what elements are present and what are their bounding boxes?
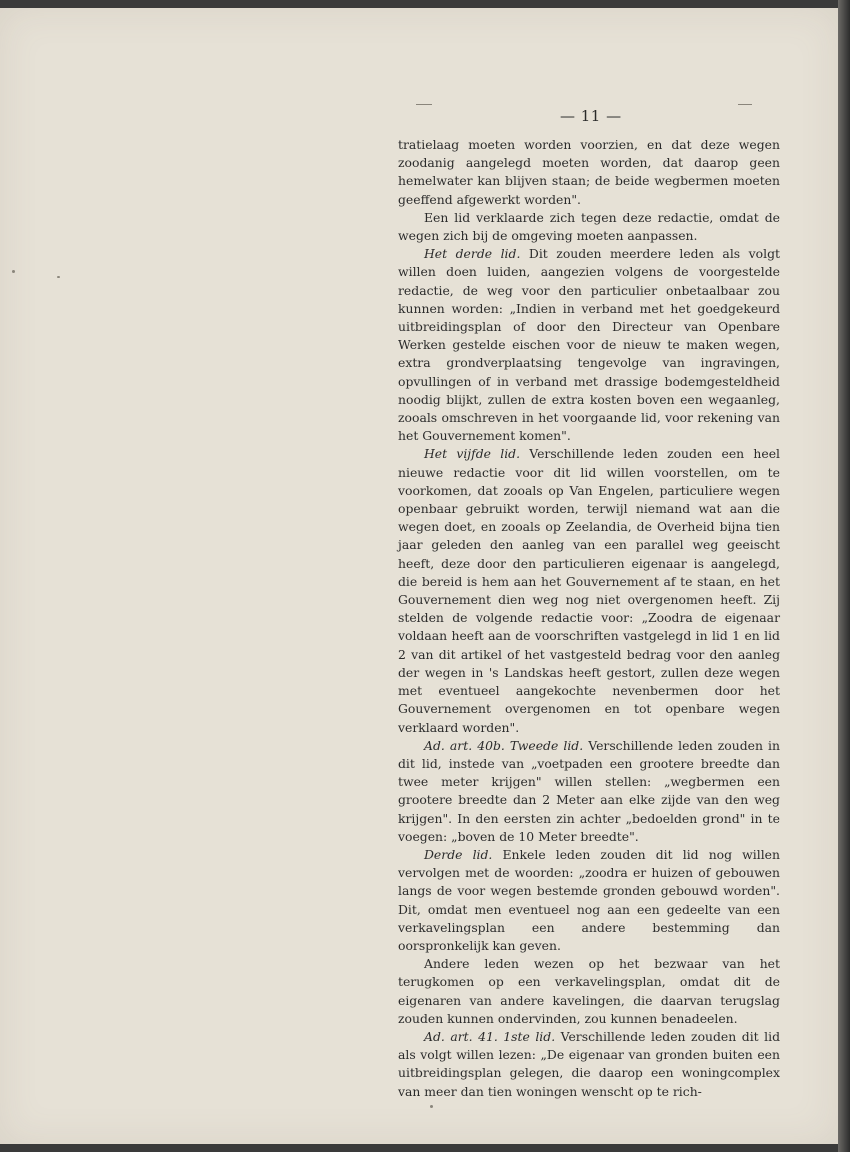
page-number: — 11 — (560, 107, 622, 125)
paragraph-text: Verschillende leden zouden in dit lid, instede van „voetpaden een grootere breedte dan twee meter krijgen" willen stellen: „wegbermen een grootere breedte dan 2 Meter aan elke zijde van den weg krijgen". In den eersten zin achter „bedoelden grond" in te voegen: „boven de 10 Meter breedte". (398, 737, 781, 844)
paper-speck (12, 270, 15, 273)
paragraph-text: Verschillende leden zouden een heel nieuwe redactie voor dit lid willen voorstellen, om te voorkomen, dat zooals op Van Engelen, particuliere wegen openbaar gebruikt worden, terwijl niemand wat aan die wegen doet, en zooals op Zeelandia, de Overheid bijna tien jaar geleden den aanleg van een parallel weg geeischt heeft, deze door den particulieren eigenaar is aangelegd, die bereid is hem aan het Gouvernement af te staan, en het Gouvernement dien weg nog niet overgenomen heeft. Zij stelden de volgende redactie voor: „Zoodra de eigenaar voldaan heeft aan de voorschriften vastgelegd in lid 1 en lid 2 van dit artikel of het vastgesteld bedrag voor den aanleg der wegen in 's Landskas heeft gestort, zullen deze wegen met eventueel aangekochte nevenbermen door het Gouvernement overgenomen en tot openbare wegen verklaard worden". (398, 446, 780, 735)
paragraph (398, 955, 780, 1028)
paragraph-text: Dit zouden meerdere leden als volgt willen doen luiden, aangezien volgens de voorgestelde redactie, de weg voor den particulier onbetaalbaar zou kunnen worden: „Indien in verband met het goedgekeurd uitbreidingsplan of door den Directeur van Openbare Werken gestelde eischen voor de nieuw te maken wegen, extra grondverplaatsing tengevolge van ingravingen, opvullingen of in verband met drassige bodemgesteldheid noodig blijkt, zullen de extra kosten boven een wegaanleg, zooals omschreven in het voorgaande lid, voor rekening van het Gouvernement komen". (398, 246, 780, 444)
section-lead: Ad. art. 40b. Tweede lid. (424, 737, 584, 753)
paragraph-art-41 (398, 1028, 780, 1101)
paragraph-vijfde-lid (398, 445, 780, 736)
paper-speck (57, 276, 60, 278)
paragraph-text: tratielaag moeten worden voorzien, en dat deze wegen zoodanig aangelegd moeten worden, dat daarop geen hemelwater kan blijven staan; de beide wegbermen moeten geeffend afgewerkt worden". (398, 137, 780, 207)
paper-speck (416, 104, 432, 105)
body-text (398, 136, 780, 1101)
section-lead: Het vijfde lid. (424, 446, 521, 462)
paragraph-text: Verschillende leden zouden dit lid als volgt willen lezen: „De eigenaar van gronden buiten een uitbreidingsplan gelegen, die daarop een woningcomplex van meer dan tien woningen wenscht op te rich- (398, 1028, 780, 1099)
paragraph (398, 209, 780, 245)
paper-speck (430, 1105, 433, 1108)
section-lead: Derde lid. (424, 846, 493, 862)
paragraph-art-40b (398, 737, 780, 846)
paragraph-text: Andere leden wezen op het bezwaar van het terugkomen op een verkavelingsplan, omdat dit de eigenaren van andere kavelingen, die daarvan terugslag zouden kunnen ondervinden, zou kunnen benadeelen. (398, 956, 780, 1026)
document-page (0, 8, 838, 1144)
paper-speck (738, 104, 752, 105)
paragraph-text: Een lid verklaarde zich tegen deze redactie, omdat de wegen zich bij de omgeving moeten aanpassen. (398, 209, 780, 244)
section-lead: Het derde lid. (424, 246, 521, 262)
paragraph-derde-lid (398, 245, 780, 445)
paragraph-text: Enkele leden zouden dit lid nog willen vervolgen met de woorden: „zoodra er huizen of gebouwen langs de voor wegen bestemde gronden gebouwd worden". Dit, omdat men eventueel nog aan een gedeelte van een verkavelingsplan een andere bestemming dan oorspronkelijk kan geven. (398, 846, 780, 953)
section-lead: Ad. art. 41. 1ste lid. (424, 1028, 556, 1044)
page-edge-shadow (838, 0, 850, 1152)
paragraph-continuation (398, 136, 780, 209)
paragraph-derde-lid-2 (398, 846, 780, 955)
